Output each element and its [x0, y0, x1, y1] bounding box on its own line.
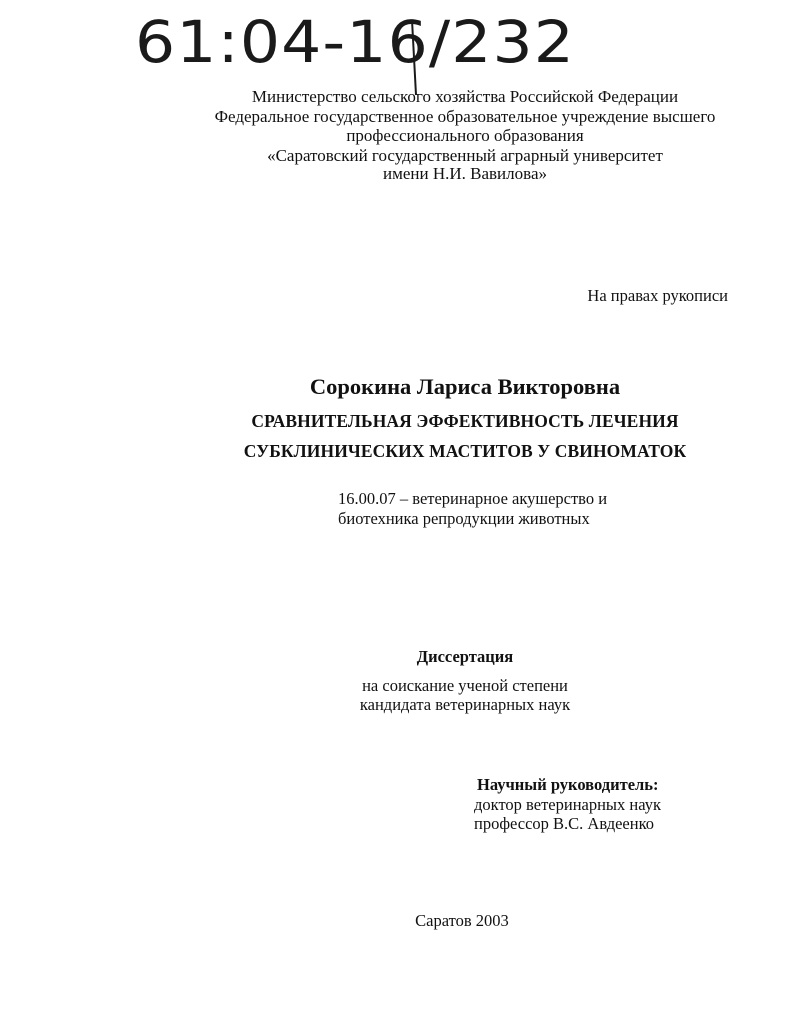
- dissertation-title-line-1: СРАВНИТЕЛЬНАЯ ЭФФЕКТИВНОСТЬ ЛЕЧЕНИЯ: [251, 411, 679, 431]
- specialty-name: биотехника репродукции животных: [338, 509, 590, 528]
- handwritten-catalog-number: [0, 0, 791, 90]
- specialty-code: 16.00.07 – ветеринарное акушерство и: [338, 489, 608, 508]
- degree-line-2: кандидата ветеринарных наук: [359, 695, 571, 714]
- institution-type: Федеральное государственное образовательное учреждение высшего: [214, 107, 716, 126]
- institution-name: «Саратовский государственный аграрный университет: [267, 146, 663, 165]
- advisor-heading: Научный руководитель:: [477, 775, 659, 794]
- work-type-label: Диссертация: [416, 647, 514, 666]
- institution-ministry: Министерство сельского хозяйства Российской Федерации: [251, 87, 679, 106]
- handwritten-catalog-text: 61:04-16/232: [135, 8, 575, 76]
- dissertation-title-line-2: СУБКЛИНИЧЕСКИХ МАСТИТОВ У СВИНОМАТОК: [243, 441, 687, 461]
- institution-name-cont: имени Н.И. Вавилова»: [383, 164, 547, 183]
- city-year: Саратов 2003: [415, 911, 509, 930]
- advisor-name: профессор В.С. Авдеенко: [474, 814, 655, 833]
- manuscript-rights-note: На правах рукописи: [587, 286, 728, 305]
- institution-type-cont: профессионального образования: [346, 126, 584, 145]
- degree-line-1: на соискание ученой степени: [362, 676, 568, 695]
- advisor-degree: доктор ветеринарных наук: [474, 795, 661, 814]
- author-name: Сорокина Лариса Викторовна: [309, 374, 621, 399]
